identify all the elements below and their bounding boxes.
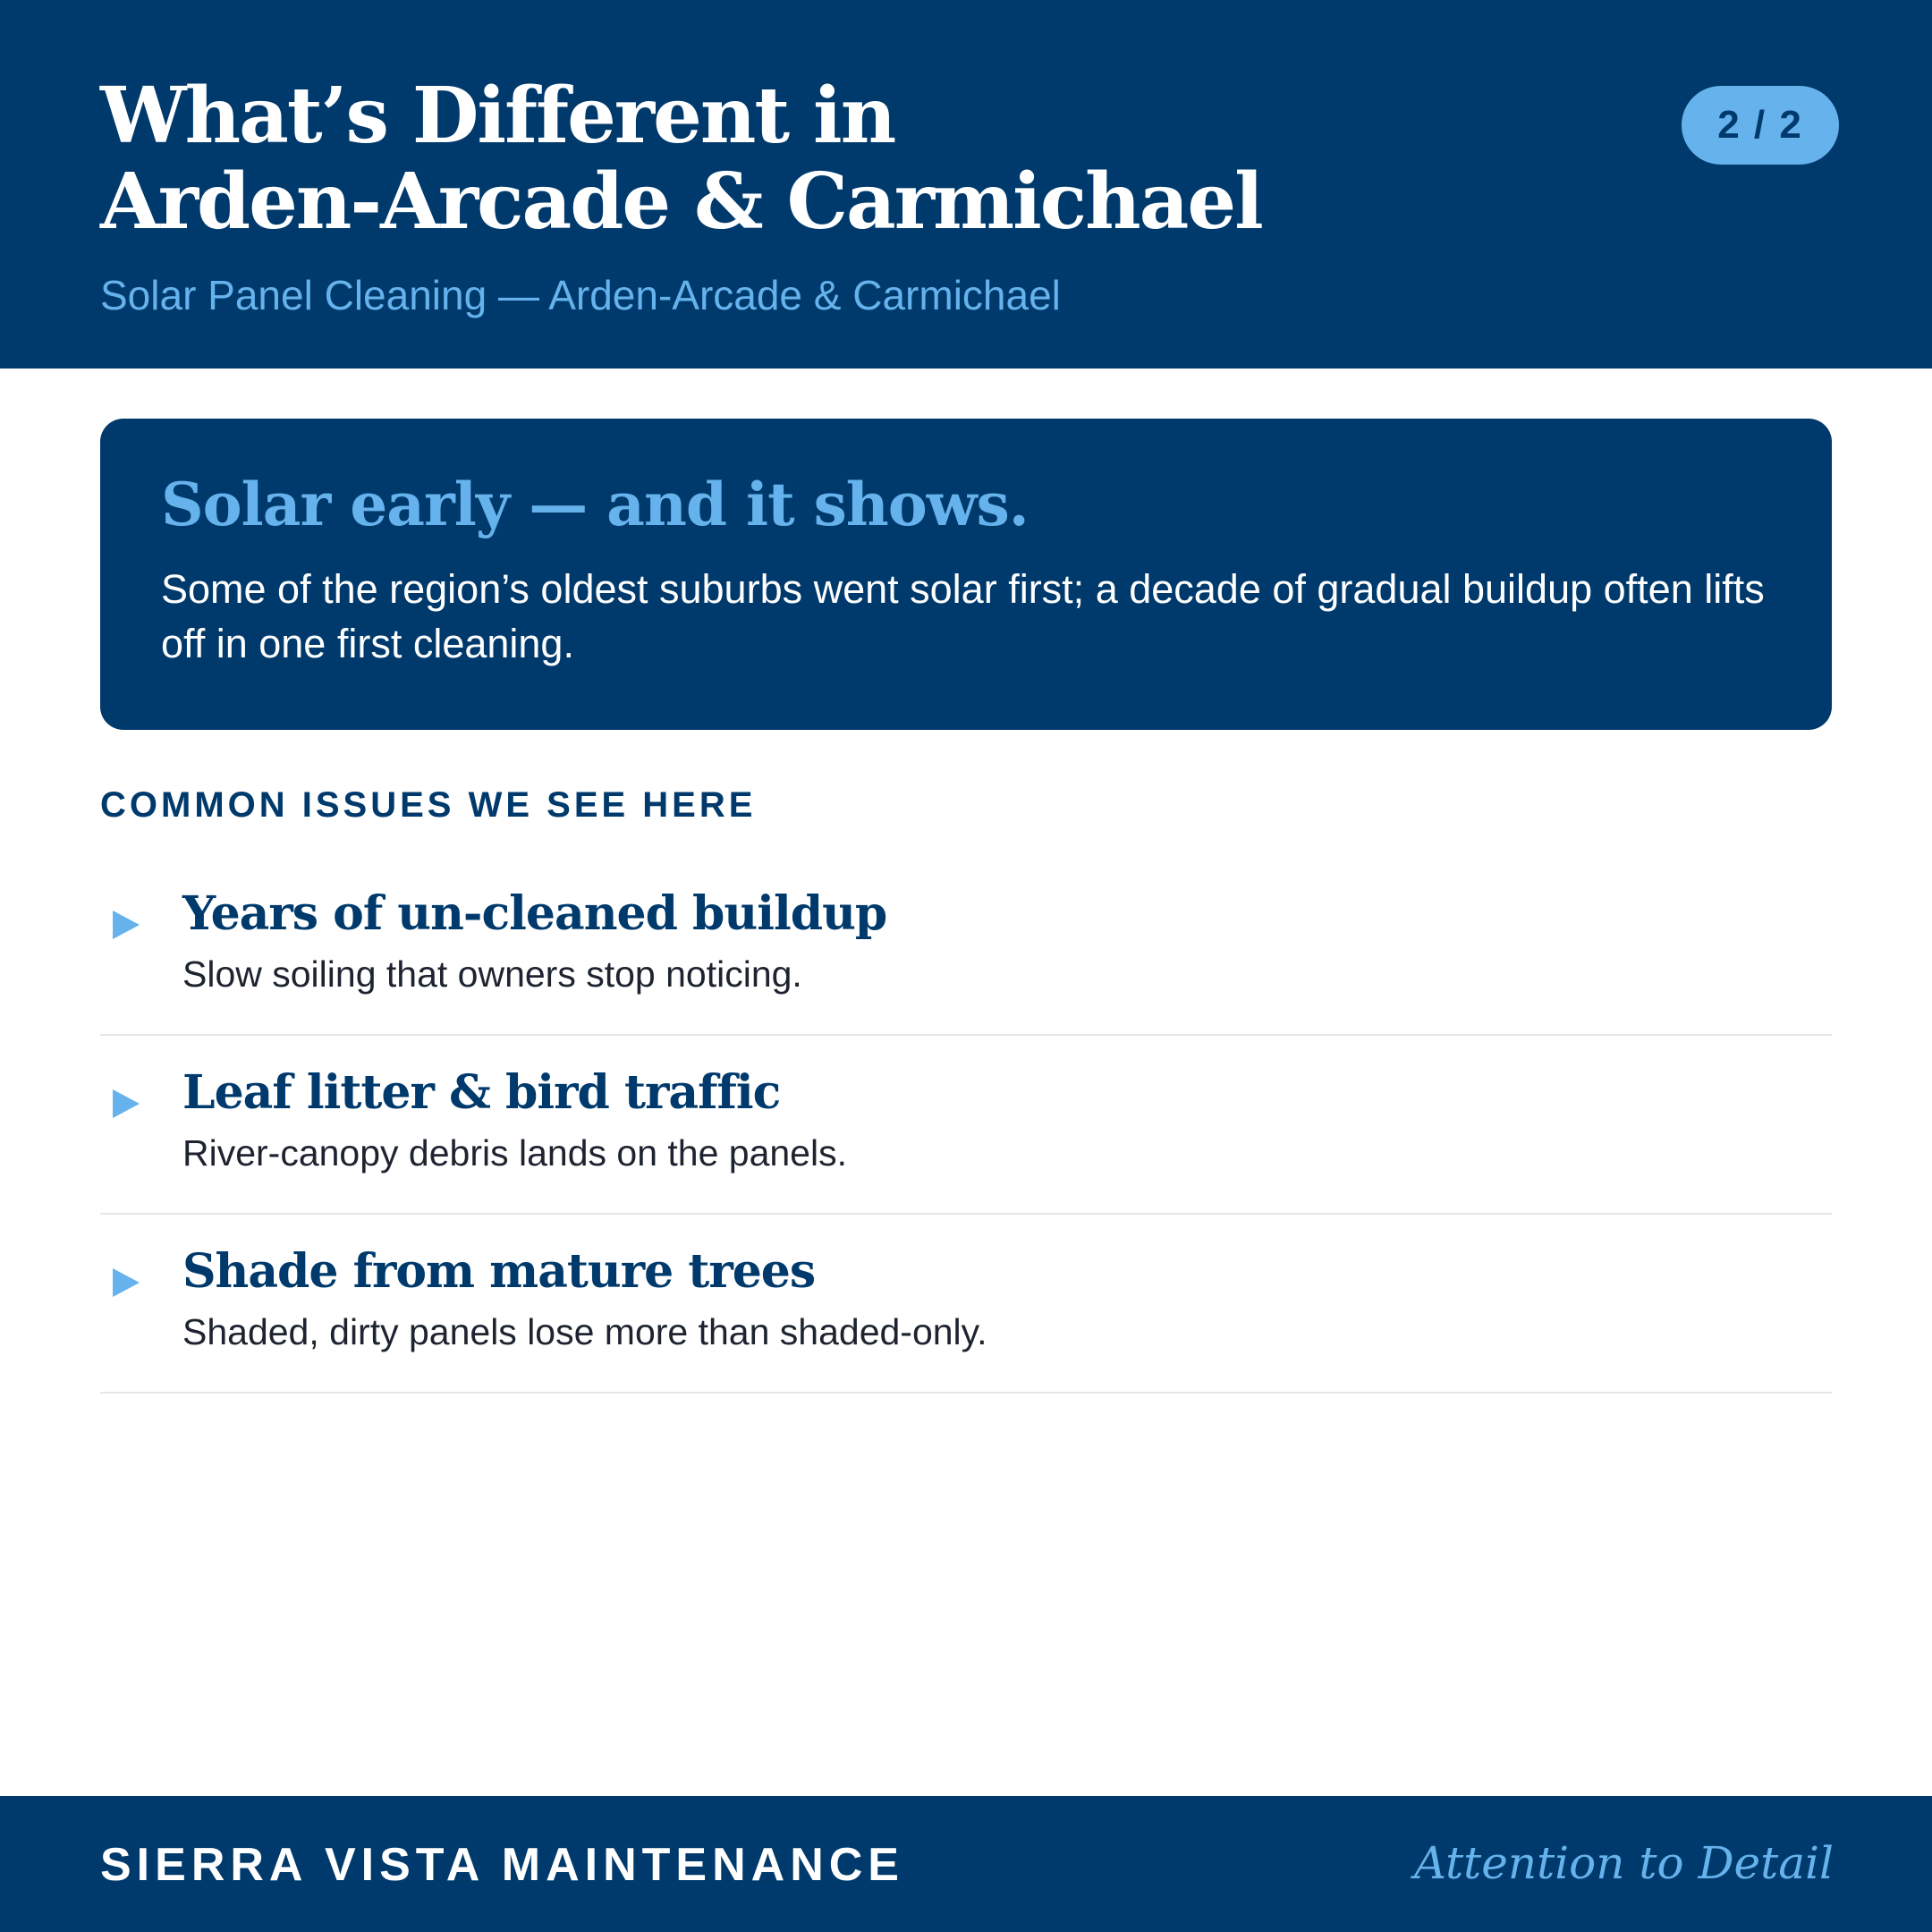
footer-bar <box>0 1796 1932 1932</box>
callout-box <box>100 419 1832 730</box>
issue-title: Years of un-cleaned buildup <box>182 886 887 941</box>
section-label: COMMON ISSUES WE SEE HERE <box>100 785 757 825</box>
brand-name: SIERRA VISTA MAINTENANCE <box>100 1839 904 1891</box>
issue-title: Shade from mature trees <box>182 1244 816 1299</box>
brand-tagline: Attention to Detail <box>1413 1837 1834 1889</box>
list-item <box>100 1215 1832 1394</box>
issue-title: Leaf litter & bird traffic <box>182 1065 781 1120</box>
page-title-line-2: Arden-Arcade & Carmichael <box>100 157 1262 247</box>
page-indicator-badge: 2 / 2 <box>1682 86 1839 165</box>
issue-description: River-canopy debris lands on the panels. <box>182 1132 847 1174</box>
issue-description: Slow soiling that owners stop noticing. <box>182 953 802 995</box>
triangle-right-icon <box>113 1089 140 1118</box>
page-title-line-1: What’s Different in <box>100 71 895 161</box>
page-subtitle: Solar Panel Cleaning — Arden-Arcade & Carmichael <box>100 272 1061 318</box>
callout-heading: Solar early — and it shows. <box>161 470 1029 539</box>
callout-body: Some of the region’s oldest suburbs went solar first; a decade of gradual buildup often lifts off in one first cleaning. <box>161 566 1765 666</box>
header-banner <box>0 0 1932 369</box>
triangle-right-icon <box>113 1268 140 1297</box>
list-item <box>100 857 1832 1036</box>
issues-list <box>100 857 1832 1394</box>
list-item <box>100 1036 1832 1215</box>
triangle-right-icon <box>113 911 140 939</box>
issue-description: Shaded, dirty panels lose more than shaded-only. <box>182 1311 987 1352</box>
page-title <box>100 73 1531 245</box>
